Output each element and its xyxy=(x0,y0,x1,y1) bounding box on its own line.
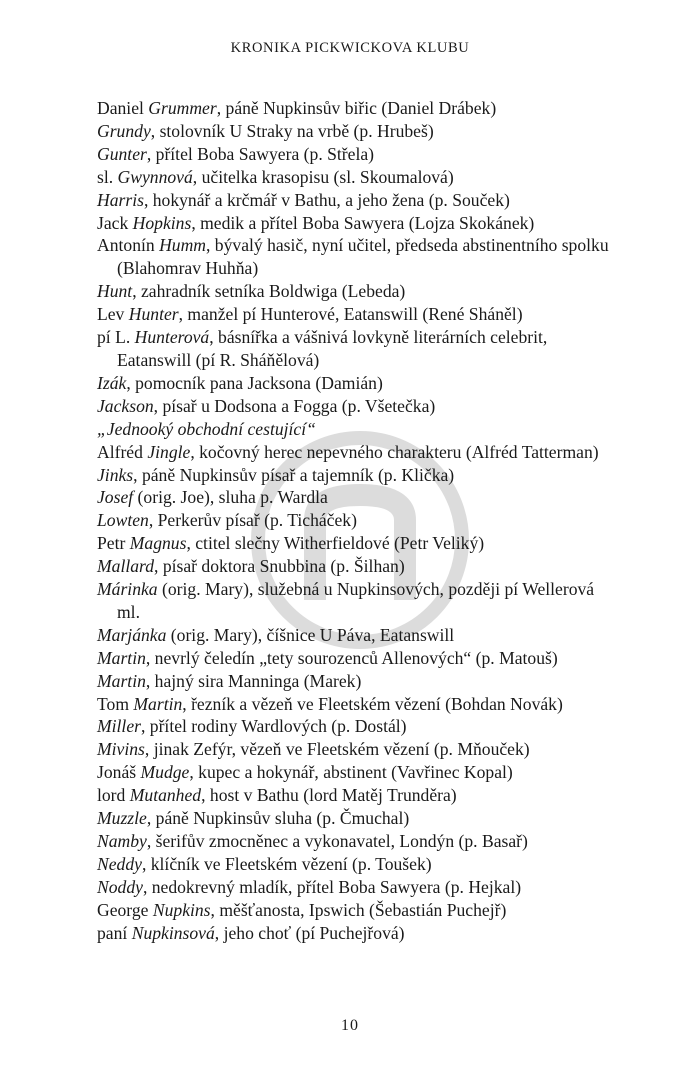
entry-description: (orig. Mary), služebná u Nupkinsových, později pí Wellerová ml. xyxy=(117,579,595,622)
character-name: Lowten xyxy=(97,510,149,531)
entry-description: (orig. Joe), sluha p. Wardla xyxy=(133,487,328,508)
character-name: Martin xyxy=(133,693,183,714)
list-item xyxy=(97,853,609,876)
list-item xyxy=(97,784,609,807)
entry-description: , stolovník U Straky na vrbě (p. Hrubeš) xyxy=(150,120,434,141)
character-name: Hunter xyxy=(128,304,179,325)
entry-description: , kupec a hokynář, abstinent (Vavřinec Kopal) xyxy=(189,762,513,783)
entry-description: (orig. Mary), číšnice U Páva, Eatanswill xyxy=(166,624,455,645)
character-name: Gwynnová xyxy=(117,166,193,187)
character-list xyxy=(97,97,609,945)
entry-description: , měšťanosta, Ipswich (Šebastián Puchejř) xyxy=(210,899,507,920)
character-name: Grundy xyxy=(97,120,151,141)
entry-description: , páně Nupkinsův biřic (Daniel Drábek) xyxy=(216,98,497,118)
page-number: 10 xyxy=(341,1017,359,1034)
entry-prefix: paní xyxy=(97,922,132,943)
list-item xyxy=(97,464,609,487)
list-item xyxy=(97,647,609,670)
entry-description: , hokynář a krčmář v Bathu, a jeho žena (p. Souček) xyxy=(143,189,510,210)
entry-prefix: Petr xyxy=(97,533,130,554)
list-item xyxy=(97,395,609,418)
entry-description: , kočovný herec nepevného charakteru (Alfréd Tatterman) xyxy=(190,441,599,462)
list-item xyxy=(97,441,609,464)
character-name: Magnus xyxy=(129,533,187,554)
list-item xyxy=(97,555,609,578)
list-item xyxy=(97,830,609,853)
character-name: Miller xyxy=(97,716,141,737)
entry-description: , hajný sira Manninga (Marek) xyxy=(145,670,362,691)
list-item xyxy=(97,509,609,532)
character-name: Gunter xyxy=(97,143,147,164)
character-name: Márinka xyxy=(97,579,158,600)
character-name: Mivins xyxy=(97,739,145,760)
entry-description: , básnířka a vášnivá lovkyně literárních celebrit, Eatanswill (pí R. Sháňělová) xyxy=(117,327,548,370)
entry-description: , manžel pí Hunterové, Eatanswill (René Sháněl) xyxy=(178,304,523,325)
list-item xyxy=(97,212,609,235)
character-name: Harris xyxy=(97,189,144,210)
character-name: Noddy xyxy=(97,876,143,897)
running-header: KRONIKA PICKWICKOVA KLUBU xyxy=(230,40,470,56)
list-item xyxy=(97,189,609,212)
list-item xyxy=(97,97,609,120)
list-item xyxy=(97,143,609,166)
list-item xyxy=(97,303,609,326)
list-item xyxy=(97,486,609,509)
list-item xyxy=(97,693,609,716)
entry-description: , pomocník pana Jacksona (Damián) xyxy=(126,372,383,393)
character-name: Muzzle xyxy=(97,808,147,829)
list-item xyxy=(97,532,609,555)
entry-description: , zahradník setníka Boldwiga (Lebeda) xyxy=(132,281,406,302)
entry-description: , přítel rodiny Wardlových (p. Dostál) xyxy=(140,716,407,737)
list-item xyxy=(97,120,609,143)
entry-prefix: Tom xyxy=(97,693,134,714)
entry-prefix: George xyxy=(97,899,153,920)
entry-description: , host v Bathu (lord Matěj Trunděra) xyxy=(201,785,457,806)
character-name: Hopkins xyxy=(132,212,192,233)
list-item xyxy=(97,922,609,945)
list-item xyxy=(97,807,609,830)
character-name: Mallard xyxy=(97,556,155,577)
entry-description: , přítel Boba Sawyera (p. Střela) xyxy=(146,143,375,164)
character-name: Martin xyxy=(97,670,146,691)
list-item xyxy=(97,326,609,372)
list-item xyxy=(97,715,609,738)
entry-prefix: Jonáš xyxy=(97,762,141,783)
list-item xyxy=(97,761,609,784)
entry-prefix: sl. xyxy=(97,166,118,187)
character-name: Neddy xyxy=(97,853,142,874)
entry-description: , učitelka krasopisu (sl. Skoumalová) xyxy=(192,166,454,187)
entry-description: , nedokrevný mladík, přítel Boba Sawyera (p. Hejkal) xyxy=(142,876,522,897)
entry-prefix: Jack xyxy=(97,212,133,233)
list-item xyxy=(97,372,609,395)
character-name: Jingle xyxy=(147,441,191,462)
entry-description: , šerifův zmocněnec a vykonavatel, Londýn (p. Basař) xyxy=(146,831,528,851)
list-item xyxy=(97,280,609,303)
entry-description: , řezník a vězeň ve Fleetském vězení (Bohdan Novák) xyxy=(182,693,563,714)
list-item xyxy=(97,899,609,922)
entry-prefix: Daniel xyxy=(97,98,149,118)
character-name: „Jednooký obchodní cestující“ xyxy=(97,418,316,439)
character-name: Mutanhed xyxy=(129,785,202,806)
entry-description: , písař doktora Snubbina (p. Šilhan) xyxy=(154,556,405,577)
character-name: Nupkinsová xyxy=(131,922,215,943)
character-name: Hunterová xyxy=(134,327,210,348)
entry-description: , medik a přítel Boba Sawyera (Lojza Skokánek) xyxy=(191,212,535,233)
entry-description: , páně Nupkinsův sluha (p. Čmuchal) xyxy=(146,808,410,829)
list-item xyxy=(97,876,609,899)
entry-prefix: Antonín xyxy=(97,235,160,256)
character-name: Jackson xyxy=(97,395,154,416)
entry-description: , jeho choť (pí Puchejřová) xyxy=(214,922,405,943)
list-item xyxy=(97,578,609,624)
list-item xyxy=(97,624,609,647)
character-name: Grummer xyxy=(148,98,217,118)
character-name: Martin xyxy=(97,647,146,668)
character-name: Humm xyxy=(159,235,206,256)
list-item xyxy=(97,670,609,693)
entry-description: , nevrlý čeledín „tety sourozenců Allenových“ (p. Matouš) xyxy=(145,647,558,668)
character-name: Jinks xyxy=(97,464,134,485)
entry-description: , klíčník ve Fleetském vězení (p. Toušek) xyxy=(141,853,432,874)
entry-description: , písař u Dodsona a Fogga (p. Všetečka) xyxy=(153,395,436,416)
character-name: Mudge xyxy=(140,762,190,783)
entry-description: , jinak Zefýr, vězeň ve Fleetském vězení (p. Mňouček) xyxy=(144,739,530,760)
entry-description: , Perkerův písař (p. Ticháček) xyxy=(148,510,357,531)
entry-prefix: Lev xyxy=(97,304,129,325)
entry-description: , páně Nupkinsův písař a tajemník (p. Klička) xyxy=(133,464,455,485)
character-name: Namby xyxy=(97,831,147,851)
character-name: Marjánka xyxy=(97,624,167,645)
character-name: Josef xyxy=(97,487,134,508)
entry-description: , ctitel slečny Witherfieldové (Petr Veliký) xyxy=(186,533,485,554)
character-name: Izák xyxy=(97,372,127,393)
list-item xyxy=(97,234,609,280)
entry-prefix: pí L. xyxy=(97,327,135,348)
entry-description: , bývalý hasič, nyní učitel, předseda abstinentního spolku (Blahomrav Huhňa) xyxy=(117,235,609,279)
character-name: Hunt xyxy=(97,281,133,302)
list-item xyxy=(97,166,609,189)
list-item xyxy=(97,418,609,441)
list-item xyxy=(97,738,609,761)
entry-prefix: Alfréd xyxy=(97,441,148,462)
entry-prefix: lord xyxy=(97,785,130,806)
character-name: Nupkins xyxy=(152,899,211,920)
